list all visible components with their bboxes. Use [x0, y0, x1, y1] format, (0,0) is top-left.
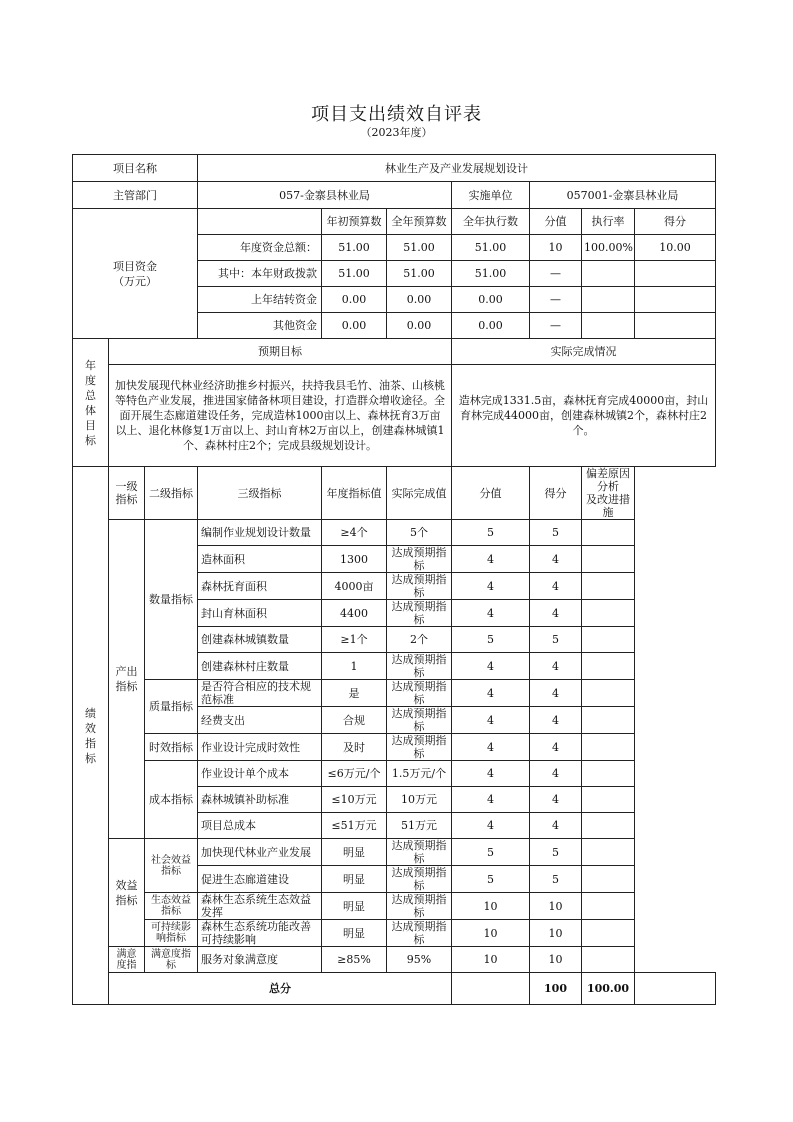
- fund-cell: 10.00: [635, 235, 716, 261]
- l1-output: 产出 指标: [109, 520, 145, 839]
- actual-result-header: 实际完成情况: [452, 339, 716, 365]
- target-value: 明显: [322, 920, 387, 947]
- score: 4: [530, 734, 582, 761]
- target-value: 合规: [322, 707, 387, 734]
- reason-cell: [582, 866, 635, 893]
- perf-row: [73, 893, 716, 920]
- target-value: ≥4个: [322, 520, 387, 546]
- impl-unit-value: 057001-金寨县林业局: [530, 182, 716, 209]
- l3-indicator: 是否符合相应的技术规范标准: [198, 680, 322, 707]
- l3-indicator: 森林抚育面积: [198, 573, 322, 600]
- perf-header-actual: 实际完成值: [387, 467, 452, 520]
- total-reason: [635, 973, 716, 1005]
- actual-result-text: 造林完成1331.5亩，森林抚育完成40000亩，封山育林完成44000亩，创建森林城镇2个，森林村庄2个。: [452, 365, 716, 467]
- score-value: 10: [452, 947, 530, 973]
- score-value: 4: [452, 707, 530, 734]
- score-value: 4: [452, 813, 530, 839]
- total-score: 100.00: [582, 973, 635, 1005]
- actual-value: 达成预期指标: [387, 839, 452, 866]
- target-value: 1300: [322, 546, 387, 573]
- target-value: ≤51万元: [322, 813, 387, 839]
- actual-value: 1.5万元/个: [387, 761, 452, 787]
- perf-header-l3: 三级指标: [198, 467, 322, 520]
- reason-cell: [582, 600, 635, 627]
- actual-value: 95%: [387, 947, 452, 973]
- score: 4: [530, 653, 582, 680]
- score: 5: [530, 520, 582, 546]
- fund-row-label: 上年结转资金: [198, 287, 322, 313]
- fund-row-label: 其他资金: [198, 313, 322, 339]
- l2-time: 时效指标: [145, 734, 198, 761]
- target-value: ≥1个: [322, 627, 387, 653]
- fund-cell: 51.00: [452, 261, 530, 287]
- score: 4: [530, 546, 582, 573]
- reason-cell: [582, 893, 635, 920]
- score-value: 10: [452, 920, 530, 947]
- l2-eco: 生态效益 指标: [145, 893, 198, 920]
- perf-header-reason: 偏差原因分析 及改进措施: [582, 467, 635, 520]
- fund-cell: [582, 287, 635, 313]
- reason-cell: [582, 734, 635, 761]
- score: 4: [530, 573, 582, 600]
- perf-header-row: [73, 467, 716, 520]
- actual-value: 达成预期指标: [387, 707, 452, 734]
- actual-value: 达成预期指标: [387, 866, 452, 893]
- l2-quantity: 数量指标: [145, 520, 198, 680]
- actual-value: 达成预期指标: [387, 653, 452, 680]
- target-value: 4400: [322, 600, 387, 627]
- score-value: 5: [452, 520, 530, 546]
- l1-satisfaction: 满意 度指: [109, 947, 145, 973]
- perf-row: [73, 520, 716, 546]
- fund-row-label: 年度资金总额：: [198, 235, 322, 261]
- fund-cell: [582, 313, 635, 339]
- target-value: 明显: [322, 839, 387, 866]
- score-value: 10: [452, 893, 530, 920]
- project-name-value: 林业生产及产业发展规划设计: [198, 155, 716, 182]
- score: 4: [530, 813, 582, 839]
- l3-indicator: 编制作业规划设计数量: [198, 520, 322, 546]
- perf-label: 绩 效 指 标: [73, 467, 109, 1005]
- target-value: ≤6万元/个: [322, 761, 387, 787]
- fund-row-label: 其中：本年财政拨款: [198, 261, 322, 287]
- score-value: 4: [452, 761, 530, 787]
- reason-cell: [582, 920, 635, 947]
- score: 4: [530, 680, 582, 707]
- reason-cell: [582, 839, 635, 866]
- reason-cell: [582, 947, 635, 973]
- fund-header: 执行率: [582, 209, 635, 235]
- perf-header-target: 年度指标值: [322, 467, 387, 520]
- score: 10: [530, 947, 582, 973]
- evaluation-table: [72, 154, 716, 1005]
- target-value: 及时: [322, 734, 387, 761]
- fund-cell: 51.00: [322, 261, 387, 287]
- l3-indicator: 森林城镇补助标准: [198, 787, 322, 813]
- reason-cell: [582, 680, 635, 707]
- actual-value: 达成预期指标: [387, 893, 452, 920]
- dept-value: 057-金寨县林业局: [198, 182, 452, 209]
- l2-cost: 成本指标: [145, 761, 198, 839]
- fund-header-blank: [198, 209, 322, 235]
- actual-value: 达成预期指标: [387, 680, 452, 707]
- target-value: ≤10万元: [322, 787, 387, 813]
- fund-cell: 10: [530, 235, 582, 261]
- goal-content-row: [73, 365, 716, 467]
- page-subtitle-year: （2023年度）: [360, 126, 433, 139]
- fund-header: 年初预算数: [322, 209, 387, 235]
- actual-value: 2个: [387, 627, 452, 653]
- l3-indicator: 促进生态廊道建设: [198, 866, 322, 893]
- perf-header-l2: 二级指标: [145, 467, 198, 520]
- perf-row: [73, 680, 716, 707]
- actual-value: 达成预期指标: [387, 573, 452, 600]
- fund-cell: 51.00: [452, 235, 530, 261]
- actual-value: 达成预期指标: [387, 734, 452, 761]
- fund-header-row: [73, 209, 716, 235]
- goal-label: 年 度 总 体 目 标: [73, 339, 109, 467]
- reason-cell: [582, 546, 635, 573]
- reason-cell: [582, 813, 635, 839]
- reason-cell: [582, 707, 635, 734]
- total-row: [73, 973, 716, 1005]
- reason-cell: [582, 761, 635, 787]
- l2-satisfaction: 满意度指 标: [145, 947, 198, 973]
- fund-cell: —: [530, 313, 582, 339]
- fund-cell: [635, 261, 716, 287]
- fund-header: 分值: [530, 209, 582, 235]
- goal-header-row: [73, 339, 716, 365]
- score: 4: [530, 600, 582, 627]
- fund-cell: —: [530, 261, 582, 287]
- score-value: 4: [452, 680, 530, 707]
- l3-indicator: 创建森林城镇数量: [198, 627, 322, 653]
- perf-row: [73, 761, 716, 787]
- fund-cell: [635, 313, 716, 339]
- actual-value: 达成预期指标: [387, 600, 452, 627]
- fund-cell: 0.00: [387, 313, 452, 339]
- l2-social: 社会效益 指标: [145, 839, 198, 893]
- actual-value: 5个: [387, 520, 452, 546]
- perf-row: [73, 839, 716, 866]
- l3-indicator: 森林生态系统功能改善可持续影响: [198, 920, 322, 947]
- score: 10: [530, 920, 582, 947]
- fund-cell: [582, 261, 635, 287]
- actual-value: 达成预期指标: [387, 546, 452, 573]
- l3-indicator: 项目总成本: [198, 813, 322, 839]
- total-blank: [452, 973, 530, 1005]
- fund-cell: 0.00: [387, 287, 452, 313]
- l3-indicator: 服务对象满意度: [198, 947, 322, 973]
- fund-cell: [635, 287, 716, 313]
- fund-label: 项目资金 （万元）: [73, 209, 198, 339]
- target-value: 是: [322, 680, 387, 707]
- score-value: 4: [452, 787, 530, 813]
- actual-value: 10万元: [387, 787, 452, 813]
- perf-row: [73, 920, 716, 947]
- perf-row: [73, 734, 716, 761]
- page-title: 项目支出绩效自评表: [311, 104, 482, 125]
- project-name-label: 项目名称: [73, 155, 198, 182]
- perf-row: [73, 947, 716, 973]
- l3-indicator: 经费支出: [198, 707, 322, 734]
- total-label: 总分: [109, 973, 452, 1005]
- l3-indicator: 封山育林面积: [198, 600, 322, 627]
- score: 4: [530, 707, 582, 734]
- score: 4: [530, 787, 582, 813]
- score: 10: [530, 893, 582, 920]
- score-value: 4: [452, 573, 530, 600]
- fund-cell: 0.00: [452, 287, 530, 313]
- score: 4: [530, 761, 582, 787]
- total-value: 100: [530, 973, 582, 1005]
- expected-goal-text: 加快发展现代林业经济助推乡村振兴，扶持我县毛竹、油茶、山核桃等特色产业发展，推进国家储备林项目建设，打造群众增收途径。全面开展生态廊道建设任务，完成造林1000亩以上、森林抚育3万亩以上、退化林修复1万亩以上、封山育林2万亩以上，创建森林城镇1个、森林村庄2个；完成县级规划设计。: [109, 365, 452, 467]
- reason-cell: [582, 573, 635, 600]
- score-value: 5: [452, 627, 530, 653]
- l2-quality: 质量指标: [145, 680, 198, 734]
- fund-header: 全年预算数: [387, 209, 452, 235]
- score: 5: [530, 866, 582, 893]
- target-value: ≥85%: [322, 947, 387, 973]
- fund-cell: 0.00: [452, 313, 530, 339]
- fund-cell: 51.00: [387, 261, 452, 287]
- target-value: 明显: [322, 893, 387, 920]
- reason-cell: [582, 787, 635, 813]
- l3-indicator: 作业设计完成时效性: [198, 734, 322, 761]
- perf-header-score: 得分: [530, 467, 582, 520]
- score-value: 4: [452, 600, 530, 627]
- l3-indicator: 创建森林村庄数量: [198, 653, 322, 680]
- project-name-row: [73, 155, 716, 182]
- l3-indicator: 森林生态系统生态效益发挥: [198, 893, 322, 920]
- l1-benefit: 效益 指标: [109, 839, 145, 947]
- fund-cell: 51.00: [387, 235, 452, 261]
- department-row: [73, 182, 716, 209]
- perf-header-l1: 一级 指标: [109, 467, 145, 520]
- score-value: 5: [452, 839, 530, 866]
- actual-value: 达成预期指标: [387, 920, 452, 947]
- reason-cell: [582, 520, 635, 546]
- score: 5: [530, 627, 582, 653]
- l3-indicator: 造林面积: [198, 546, 322, 573]
- expected-goal-header: 预期目标: [109, 339, 452, 365]
- fund-cell: 51.00: [322, 235, 387, 261]
- perf-header-value: 分值: [452, 467, 530, 520]
- reason-cell: [582, 627, 635, 653]
- dept-label: 主管部门: [73, 182, 198, 209]
- l2-sustain: 可持续影 响指标: [145, 920, 198, 947]
- reason-cell: [582, 653, 635, 680]
- fund-cell: 100.00%: [582, 235, 635, 261]
- fund-cell: 0.00: [322, 313, 387, 339]
- score-value: 4: [452, 653, 530, 680]
- impl-unit-label: 实施单位: [452, 182, 530, 209]
- fund-header: 得分: [635, 209, 716, 235]
- actual-value: 51万元: [387, 813, 452, 839]
- target-value: 4000亩: [322, 573, 387, 600]
- score-value: 5: [452, 866, 530, 893]
- l3-indicator: 作业设计单个成本: [198, 761, 322, 787]
- fund-cell: 0.00: [322, 287, 387, 313]
- score-value: 4: [452, 546, 530, 573]
- score-value: 4: [452, 734, 530, 761]
- fund-header: 全年执行数: [452, 209, 530, 235]
- fund-cell: —: [530, 287, 582, 313]
- target-value: 1: [322, 653, 387, 680]
- l3-indicator: 加快现代林业产业发展: [198, 839, 322, 866]
- score: 5: [530, 839, 582, 866]
- target-value: 明显: [322, 866, 387, 893]
